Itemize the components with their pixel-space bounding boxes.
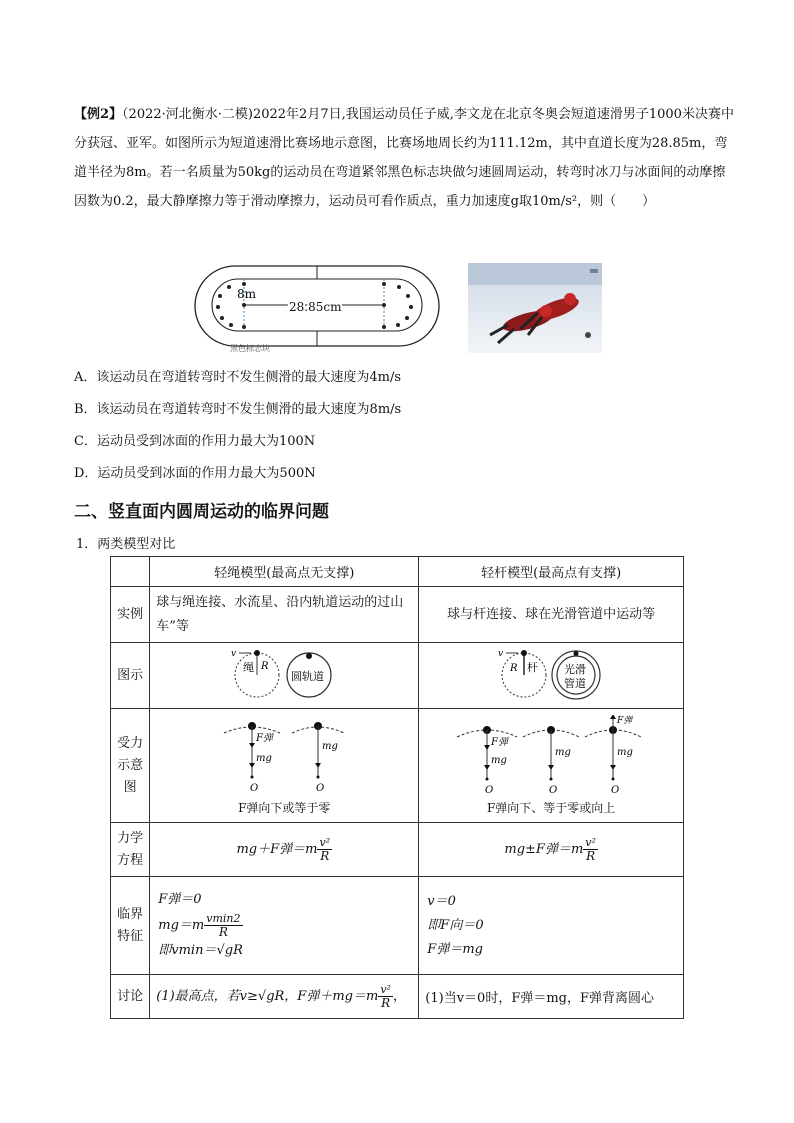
row-label-force-1: 受力: [117, 735, 144, 751]
option-b: B．该运动员在弯道转弯时不发生侧滑的最大速度为8m/s: [74, 402, 402, 417]
section-title: 二、竖直面内圆周运动的临界问题: [74, 502, 329, 522]
rope-discussion: (1)最高点，若v≥√gR，F弹＋mg＝m $\frac{\text{v²}}{R}$ ，: [150, 975, 419, 1019]
rod-equation: mg±F弹＝m $\frac{\text{v²}}{R}$: [419, 823, 684, 877]
header-empty: [111, 557, 150, 587]
track-label: 圆轨道: [291, 669, 325, 683]
row-label-eq-1: 力学: [117, 830, 144, 846]
table-row-equation: [111, 823, 684, 877]
option-c: C．运动员受到冰面的作用力最大为100N: [74, 434, 316, 449]
table-row-discussion: [111, 975, 684, 1019]
rod-figure: [496, 647, 606, 701]
example-tag: 【例2】: [74, 107, 123, 122]
skaters-photo: [468, 263, 602, 353]
svg-text:R: R: [261, 660, 269, 672]
svg-text:v: v: [498, 648, 504, 659]
table-header-row: [111, 557, 684, 587]
option-d: D．运动员受到冰面的作用力最大为500N: [74, 466, 316, 481]
row-label-force-3: 图: [123, 779, 137, 795]
row-label-crit-1: 临界: [117, 906, 144, 922]
svg-text:mg: mg: [491, 754, 508, 766]
row-label-force-2: 示意: [117, 757, 144, 773]
header-rope: 轻绳模型(最高点无支撑): [150, 557, 419, 587]
model-comparison-table: [110, 556, 684, 1019]
row-label-eq-2: 方程: [117, 852, 144, 868]
svg-text:mg: mg: [555, 746, 572, 758]
svg-text:F弹: F弹: [491, 736, 509, 748]
svg-text:F弹: F弹: [617, 715, 633, 726]
rope-label: 绳: [243, 660, 255, 674]
svg-text:mg: mg: [617, 746, 634, 758]
svg-text:F弹: F弹: [256, 732, 274, 744]
rod-example: 球与杆连接、球在光滑管道中运动等: [419, 587, 684, 643]
row-label-discussion: 讨论: [111, 975, 150, 1019]
svg-text:O: O: [611, 784, 620, 795]
svg-text:O: O: [316, 782, 325, 794]
track-diagram: [194, 265, 440, 353]
radius-label: 8m: [237, 287, 257, 301]
svg-text:O: O: [485, 784, 494, 795]
table-row-force: [111, 709, 684, 823]
block-label: 黑色标志块: [230, 344, 270, 353]
rod-force-diagram: [451, 715, 651, 795]
rod-force-caption: F弹向下、等于零或向上: [486, 800, 616, 815]
tube-label-1: 光滑: [564, 662, 587, 676]
row-label-crit-2: 特征: [117, 928, 144, 944]
rod-discussion: (1)当v＝0时，F弹＝mg，F弹背离圆心: [419, 975, 684, 1019]
rod-label: 杆: [527, 660, 539, 674]
tube-label-2: 管道: [564, 676, 587, 690]
svg-text:mg: mg: [256, 752, 273, 764]
svg-text:O: O: [549, 784, 558, 795]
table-row-figure: [111, 643, 684, 709]
header-rod: 轻杆模型(最高点有支撑): [419, 557, 684, 587]
rope-equation: mg＋F弹＝m $\frac{\text{v²}}{R}$: [150, 823, 419, 877]
rope-force-diagram: [214, 715, 354, 795]
svg-text:R: R: [510, 662, 518, 674]
svg-text:mg: mg: [322, 740, 339, 752]
subsection-title: 1．两类模型对比: [76, 537, 176, 552]
table-row-critical: [111, 877, 684, 975]
rope-critical: F弹＝0 mg＝m $\frac{vmin2}{R}$ 即vmin＝√gR: [150, 877, 419, 975]
table-row-example: [111, 587, 684, 643]
row-label-example: 实例: [111, 587, 150, 643]
rope-figure: [229, 647, 339, 701]
rope-force-caption: F弹向下或等于零: [238, 800, 331, 815]
row-label-figure: 图示: [111, 643, 150, 709]
svg-text:v: v: [231, 648, 237, 659]
straight-label: 28.85cm: [289, 300, 342, 314]
option-a: A．该运动员在弯道转弯时不发生侧滑的最大速度为4m/s: [74, 370, 402, 385]
example-text: （2022·河北衡水·二模)2022年2月7日,我国运动员任子威,李文龙在北京冬奥会短道速滑男子1000米决赛中分获冠、亚军。如图所示为短道速滑比赛场地示意图，比赛场地周长约为111.12m，其中直道长度为28.85m，弯道半径为8m。若一名质量为50kg的运动员在弯道紧邻黑色标志块做匀速圆周运动，转弯时冰刀与冰面间的动摩擦因数为0.2，最大静摩擦力等于滑动摩擦力，运动员可看作质点，重力加速度g取10m/s²，则（ ）: [74, 107, 734, 209]
rope-example: 球与绳连接、水流星、沿内轨道运动的过山车”等: [150, 587, 419, 643]
svg-text:O: O: [250, 782, 259, 794]
example-problem: [74, 100, 734, 216]
rod-critical: v＝0 即F向＝0 F弹＝mg: [419, 877, 684, 975]
